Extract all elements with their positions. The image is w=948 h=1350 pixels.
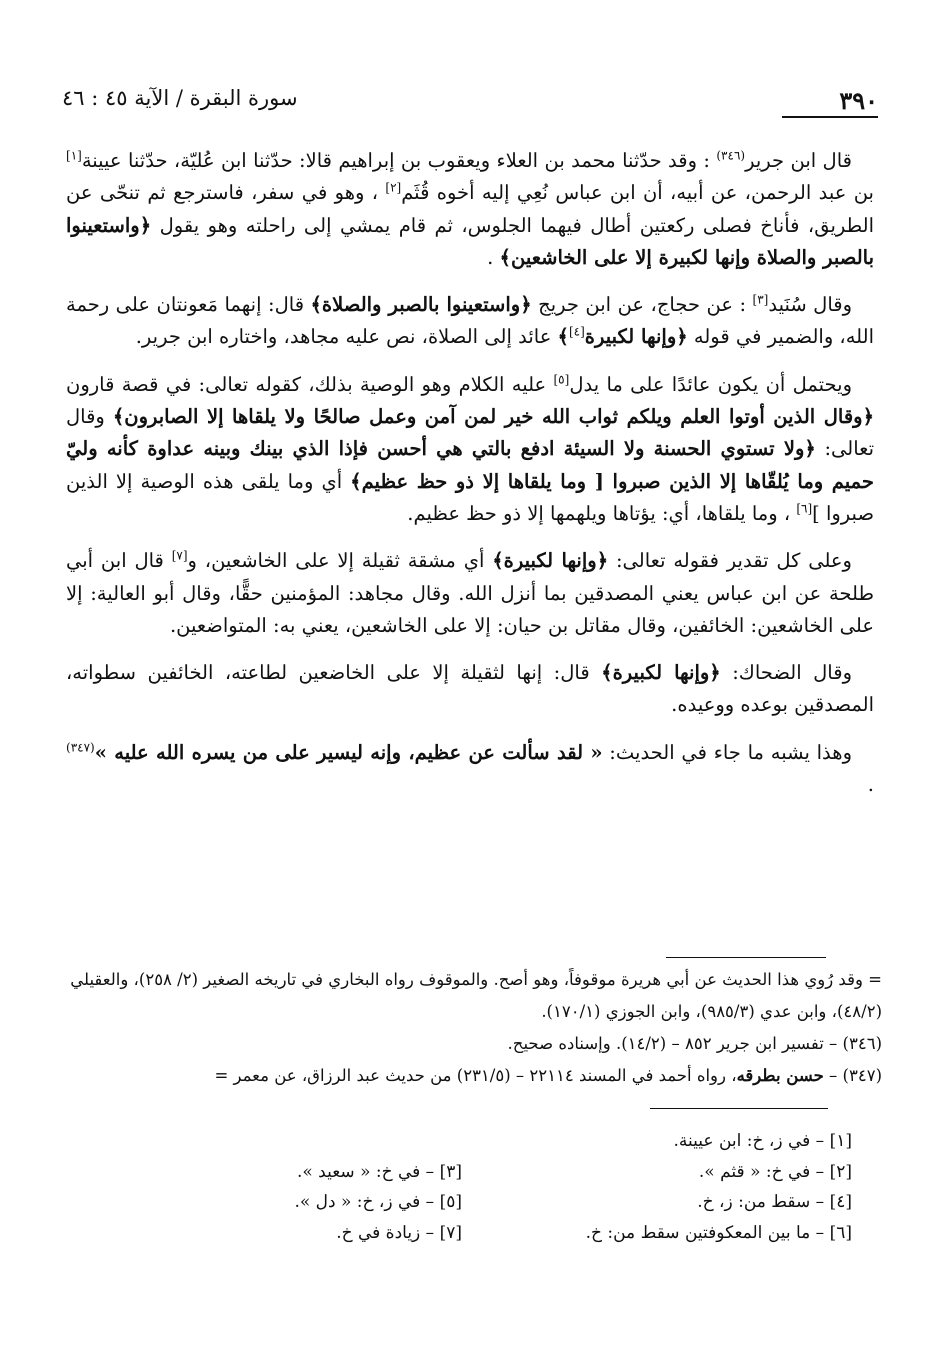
- header-rule: [782, 116, 878, 118]
- variants-separator: [650, 1108, 828, 1109]
- quran-verse: ﴿واستعينوا بالصبر والصلاة﴾: [310, 293, 532, 317]
- variant-row: [66, 1218, 852, 1249]
- manuscript-variants: [66, 1126, 852, 1248]
- quran-verse: ﴿وقال الذين أوتوا العلم ويلكم ثواب الله خير لمن آمن وعمل صالحًا ولا يلقاها إلا الصابرون﴾: [112, 405, 875, 429]
- variant-ref: [٢]: [385, 180, 402, 195]
- hadith-quote: « لقد سألت عن عظيم، وإنه ليسير على من يسره الله عليه »: [94, 740, 603, 764]
- footnotes: [66, 964, 882, 1092]
- variant-ref: [٤]: [568, 324, 585, 339]
- paragraph: ويحتمل أن يكون عائدًا على ما يدل[٥] عليه الكلام وهو الوصية بذلك، كقوله تعالى: في قصة قارون ﴿وقال الذين أوتوا العلم ويلكم ثواب الله خير لمن آمن وعمل صالحًا ولا يلقاها إلا الصابرون﴾ وقال تعالى: ﴿ولا تستوي الحسنة ولا السيئة ادفع بالتي هي أحسن فإذا الذي بينك وبينه عداوة كأنه وليّ حميم وما يُلقّاها إلا الذين صبروا [ وما يلقاها إلا ذو حظ عظيم﴾ أي وما يلقى هذه الوصية إلا الذين صبروا ][٦] ، وما يلقاها، أي: يؤتاها ويلهمها إلا ذو حظ عظيم.: [66, 372, 875, 525]
- footnote: (٣٤٦) – تفسير ابن جرير ٨٥٢ – (١٤/٢). وإسناده صحيح.: [507, 1034, 882, 1053]
- variant-note: [٣] – في خ: « سعيد ».: [296, 1161, 462, 1182]
- paragraph: وقال سُنَيد[٣] : عن حجاج، عن ابن جريج ﴿واستعينوا بالصبر والصلاة﴾ قال: إنهما مَعونتان على رحمة الله، والضمير في قوله ﴿وإنها لكبيرة[٤]﴾ عائد إلى الصلاة، نص عليه مجاهد، واختاره ابن جرير.: [66, 292, 874, 349]
- variant-row: [66, 1126, 852, 1157]
- footnote-ref: (٣٤٦): [716, 148, 746, 163]
- page-header: [62, 86, 878, 116]
- variant-ref: [٥]: [553, 372, 570, 387]
- variant-note: [٦] – ما بين المعكوفتين سقط من: خ.: [585, 1222, 852, 1243]
- page-number: ٣٩٠: [839, 86, 878, 115]
- footnote-ref: (٣٤٧): [66, 740, 95, 755]
- variant-ref: [٣]: [752, 292, 769, 307]
- footnote: (٣٤٧) – حسن بطرقه، رواه أحمد في المسند ٢٢١١٤ – (٢٣١/٥) من حديث عبد الرزاق، عن معمر =: [214, 1066, 882, 1085]
- variant-row: [66, 1157, 852, 1188]
- variant-row: [66, 1187, 852, 1218]
- paragraph: وهذا يشبه ما جاء في الحديث: « لقد سألت عن عظيم، وإنه ليسير على من يسره الله عليه »$^{(٣٤٧)}$ .: [66, 740, 874, 797]
- variant-note: [٢] – في خ: « قثم ».: [698, 1161, 852, 1182]
- footnote: = وقد رُوي هذا الحديث عن أبي هريرة موقوفاً، وهو أصح. والموقوف رواه البخاري في تاريخه الصغير (٢/ ٢٥٨)، والعقيلي (٤٨/٢)، وابن عدي (٩٨٥/٣)، وابن الجوزي (١٧٠/١).: [70, 970, 882, 1021]
- variant-ref: [٧]: [171, 548, 188, 563]
- footnote-separator: [666, 957, 826, 958]
- variant-note: [٧] – زيادة في خ.: [336, 1222, 462, 1243]
- main-text: [66, 145, 874, 816]
- quran-verse: ﴿وإنها لكبيرة﴾: [601, 661, 721, 685]
- variant-note: [٥] – في ز، خ: « دل ».: [294, 1192, 462, 1212]
- paragraph: وعلى كل تقدير فقوله تعالى: ﴿وإنها لكبيرة﴾ أي مشقة ثقيلة إلا على الخاشعين، و[٧] قال ابن أبي طلحة عن ابن عباس يعني المصدقين بما أنزل الله. وقال مجاهد: المؤمنين حقًّا، وقال أبو العالية: إلا على الخاشعين: الخائفين، وقال مقاتل بن حيان: إلا على الخاشعين، يعني به: المتواضعين.: [66, 548, 874, 637]
- variant-note: [١] – في ز، خ: ابن عيينة.: [673, 1131, 852, 1151]
- quran-verse: ﴿وإنها لكبيرة﴾: [492, 549, 609, 573]
- paragraph: وقال الضحاك: ﴿وإنها لكبيرة﴾ قال: إنها لثقيلة إلا على الخاضعين لطاعته، الخائفين سطواته، المصدقين بوعده ووعيده.: [66, 661, 874, 717]
- grading: حسن بطرقه: [736, 1066, 824, 1085]
- quran-verse: ﴿ولا تستوي الحسنة ولا السيئة ادفع بالتي هي أحسن فإذا الذي بينك وبينه عداوة كأنه وليّ حميم وما يُلقّاها إلا الذين صبروا [ وما يلقاها إلا ذو حظ عظيم﴾: [66, 437, 874, 493]
- running-title: سورة البقرة / الآية ٤٥ : ٤٦: [62, 86, 298, 110]
- variant-ref: [٦]: [796, 501, 813, 516]
- quran-verse: ﴿واستعينوا بالصبر والصلاة وإنها لكبيرة إلا على الخاشعين﴾: [66, 213, 874, 269]
- variant-note: [132, 1126, 462, 1157]
- variant-ref: [١]: [66, 148, 82, 163]
- variant-note: [٤] – سقط من: ز، خ.: [697, 1192, 852, 1212]
- paragraph: قال ابن جرير$^{(٣٤٦)}$ : وقد حدّثنا محمد بن العلاء ويعقوب بن إبراهيم قالا: حدّثنا ابن عُليّة، حدّثنا عيينة[١] بن عبد الرحمن، عن أبيه، أن ابن عباس نُعِي إليه أخوه قُثَم[٢] ، وهو في سفر، فاسترجع ثم تنحّى عن الطريق، فأناخ فصلى ركعتين أطال فيهما الجلوس، ثم قام يمشي إلى راحلته وهو يقول ﴿واستعينوا بالصبر والصلاة وإنها لكبيرة إلا على الخاشعين﴾ .: [66, 148, 874, 269]
- quran-verse: ﴿وإنها لكبيرة: [584, 325, 688, 349]
